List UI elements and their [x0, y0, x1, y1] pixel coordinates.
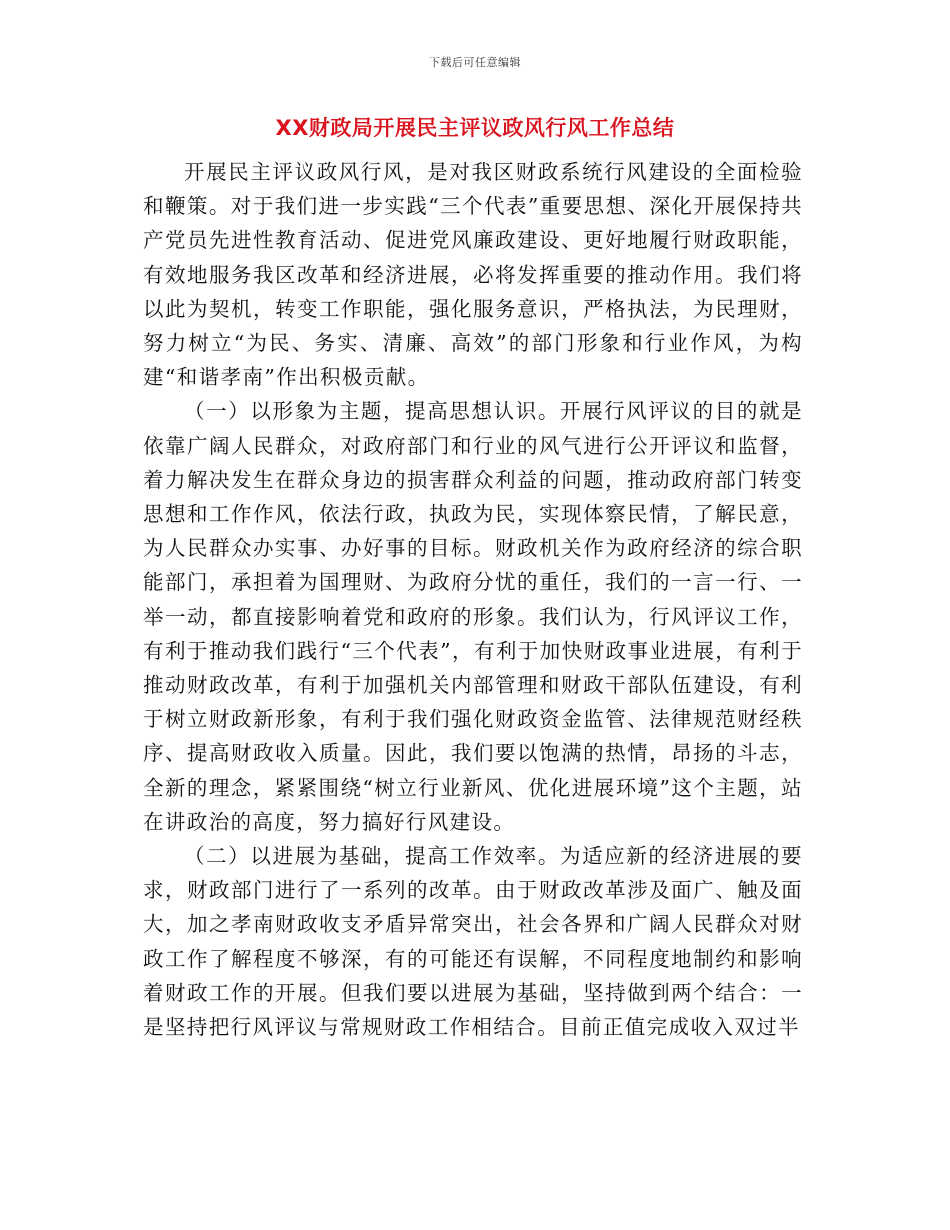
header-note: 下载后可任意编辑 [429, 56, 521, 69]
paragraph-section-2: （二）以进展为基础，提高工作效率。为适应新的经济进展的要求，财政部门进行了一系列的改革。由于财政改革涉及面广、触及面大，加之孝南财政收支矛盾异常突出，社会各界和广阔人民群众对财政工作了解程度不够深，有的可能还有误解，不同程度地制约和影响着财政工作的开展。但我们要以进展为基础，坚持做到两个结合：一是坚持把行风评议与常规财政工作相结合。目前正值完成收入双过半 [143, 844, 803, 1040]
paragraph-intro: 开展民主评议政风行风，是对我区财政系统行风建设的全面检验和鞭策。对于我们进一步实践“三个代表”重要思想、深化开展保持共产党员先进性教育活动、促进党风廉政建设、更好地履行财政职能，有效地服务我区改革和经济进展，必将发挥重要的推动作用。我们将以此为契机，转变工作职能，强化服务意识，严格执法，为民理财，努力树立“为民、务实、清廉、高效”的部门形象和行业作风，为构建“和谐孝南”作出积极贡献。 [143, 160, 803, 390]
paragraph-section-1: （一）以形象为主题，提高思想认识。开展行风评议的目的就是依靠广阔人民群众，对政府部门和行业的风气进行公开评议和监督，着力解决发生在群众身边的损害群众利益的问题，推动政府部门转变思想和工作作风，依法行政，执政为民，实现体察民情，了解民意，为人民群众办实事、办好事的目标。财政机关作为政府经济的综合职能部门，承担着为国理财、为政府分忧的重任，我们的一言一行、一举一动，都直接影响着党和政府的形象。我们认为，行风评议工作，有利于推动我们践行“三个代表”，有利于加快财政事业进展，有利于推动财政改革，有利于加强机关内部管理和财政干部队伍建设，有利于树立财政新形象，有利于我们强化财政资金监管、法律规范财经秩序、提高财政收入质量。因此，我们要以饱满的热情，昂扬的斗志，全新的理念，紧紧围绕“树立行业新风、优化进展环境”这个主题，站在讲政治的高度，努力搞好行风建设。 [143, 399, 803, 834]
document-title: XX财政局开展民主评议政风行风工作总结 [275, 116, 675, 140]
document-body [143, 155, 803, 1044]
